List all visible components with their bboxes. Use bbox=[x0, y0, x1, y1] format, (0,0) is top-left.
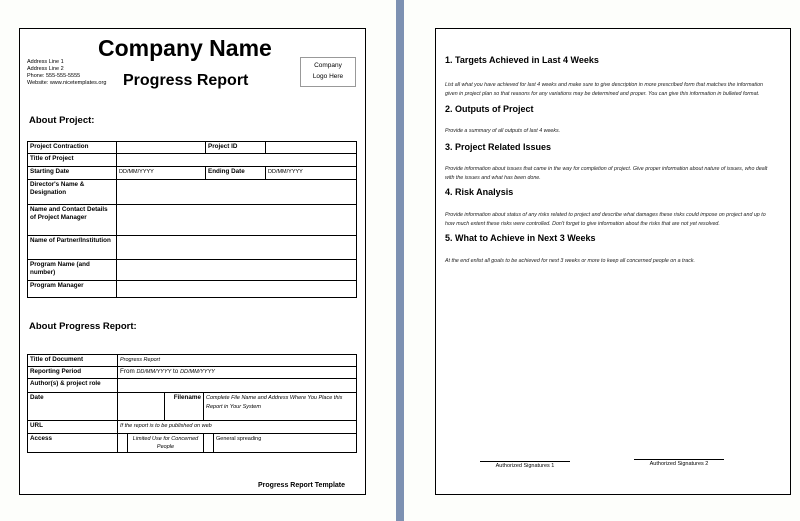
page-separator bbox=[396, 0, 404, 521]
label: Access bbox=[28, 434, 118, 453]
label: Title of Project bbox=[28, 154, 117, 167]
section-title: 3. Project Related Issues bbox=[445, 142, 552, 152]
authors-field[interactable] bbox=[118, 379, 357, 393]
access-checkbox-2[interactable] bbox=[204, 434, 214, 453]
project-table bbox=[27, 141, 357, 298]
signature-label: Authorized Signatures 1 bbox=[495, 463, 555, 469]
director-field[interactable] bbox=[117, 180, 357, 205]
website: Website: www.nicetemplates.org bbox=[27, 80, 107, 86]
signature-line bbox=[480, 461, 570, 462]
about-progress-heading: About Progress Report: bbox=[29, 321, 137, 332]
partner-field[interactable] bbox=[117, 236, 357, 260]
label: Reporting Period bbox=[28, 367, 118, 379]
label: URL bbox=[28, 421, 118, 434]
address-block bbox=[27, 59, 106, 87]
label: Program Manager bbox=[28, 281, 117, 298]
program-field[interactable] bbox=[117, 260, 357, 281]
access-checkbox-1[interactable] bbox=[118, 434, 128, 453]
label: Program Name (and number) bbox=[28, 260, 117, 281]
start-date-field[interactable]: DD/MM/YYYY bbox=[117, 167, 206, 180]
logo-text: Company bbox=[314, 62, 342, 69]
signature-line bbox=[634, 459, 724, 460]
manager-contact-field[interactable] bbox=[117, 205, 357, 236]
signature-1[interactable] bbox=[480, 461, 570, 469]
footer-label: Progress Report Template bbox=[258, 482, 346, 489]
logo-text: Logo Here bbox=[312, 73, 344, 80]
logo-placeholder bbox=[300, 57, 356, 87]
report-subtitle: Progress Report bbox=[123, 72, 249, 89]
section-text: Provide a summary of all outputs of last 4 weeks. bbox=[445, 128, 561, 134]
sections bbox=[445, 55, 775, 266]
label: Name and Contact Details of Project Manager bbox=[28, 205, 117, 236]
section-text: At the end enlist all goals to be achieved for next 3 weeks or more to keep all concerned people on a track. bbox=[445, 258, 695, 264]
doc-title-field[interactable]: Progress Report bbox=[118, 355, 357, 367]
progress-table bbox=[27, 354, 357, 453]
label: Director's Name & Designation bbox=[28, 180, 117, 205]
program-manager-field[interactable] bbox=[117, 281, 357, 298]
section-text: Provide information about issues that came in the way for completion of project. Give proper information about nature of issues, who dealt with the issues and what has been done. bbox=[445, 166, 768, 181]
url-field[interactable]: If the report is to be published on web bbox=[118, 421, 357, 434]
end-date-field[interactable]: DD/MM/YYYY bbox=[266, 167, 357, 180]
label: Date bbox=[28, 393, 118, 421]
period-field[interactable] bbox=[118, 367, 357, 379]
project-contraction-field[interactable] bbox=[117, 142, 206, 154]
date-field[interactable] bbox=[118, 393, 165, 421]
section-text: List all what you have achieved for last 4 weeks and make sure to give description in more prescribed form that matches the information given in project plan so that reasons for any variations may be determined and proper. You can give this information in bulleted format. bbox=[445, 82, 763, 97]
company-name: Company Name bbox=[98, 35, 272, 61]
label: Title of Document bbox=[28, 355, 118, 367]
filename-field[interactable]: Complete File Name and Address Where You Place this Report in Your System bbox=[204, 393, 357, 421]
label: Filename bbox=[165, 393, 204, 421]
phone: Phone: 555-555-5555 bbox=[27, 73, 81, 79]
to-date: DD/MM/YYYY bbox=[180, 369, 215, 375]
label: Name of Partner/Institution bbox=[28, 236, 117, 260]
section-title: 5. What to Achieve in Next 3 Weeks bbox=[445, 233, 596, 243]
section-title: 4. Risk Analysis bbox=[445, 187, 514, 197]
address-line-1: Address Line 1 bbox=[27, 59, 64, 65]
title-field[interactable] bbox=[117, 154, 357, 167]
label: Project Contraction bbox=[28, 142, 117, 154]
access-option-1: Limited Use for Concerned People bbox=[128, 434, 204, 453]
signature-2[interactable] bbox=[634, 459, 724, 467]
project-id-field[interactable] bbox=[266, 142, 357, 154]
label: Author(s) & project role bbox=[28, 379, 118, 393]
section-title: 2. Outputs of Project bbox=[445, 104, 534, 114]
section-title: 1. Targets Achieved in Last 4 Weeks bbox=[445, 55, 599, 65]
to-label: to bbox=[173, 368, 179, 375]
from-date: DD/MM/YYYY bbox=[136, 369, 172, 375]
access-option-2: General spreading bbox=[214, 434, 357, 453]
from-label: From bbox=[120, 368, 135, 375]
label: Project ID bbox=[206, 142, 266, 154]
label: Ending Date bbox=[206, 167, 266, 180]
label: Starting Date bbox=[28, 167, 117, 180]
signature-label: Authorized Signatures 2 bbox=[649, 461, 709, 467]
about-project-heading: About Project: bbox=[29, 115, 95, 126]
address-line-2: Address Line 2 bbox=[27, 66, 64, 72]
section-text: Provide information about status of any risks related to project and describe what damages these risks could impose on project and up to how much extent these risks were controlled. Don't forget to give information about the risks that are not yet resolved. bbox=[445, 212, 766, 227]
